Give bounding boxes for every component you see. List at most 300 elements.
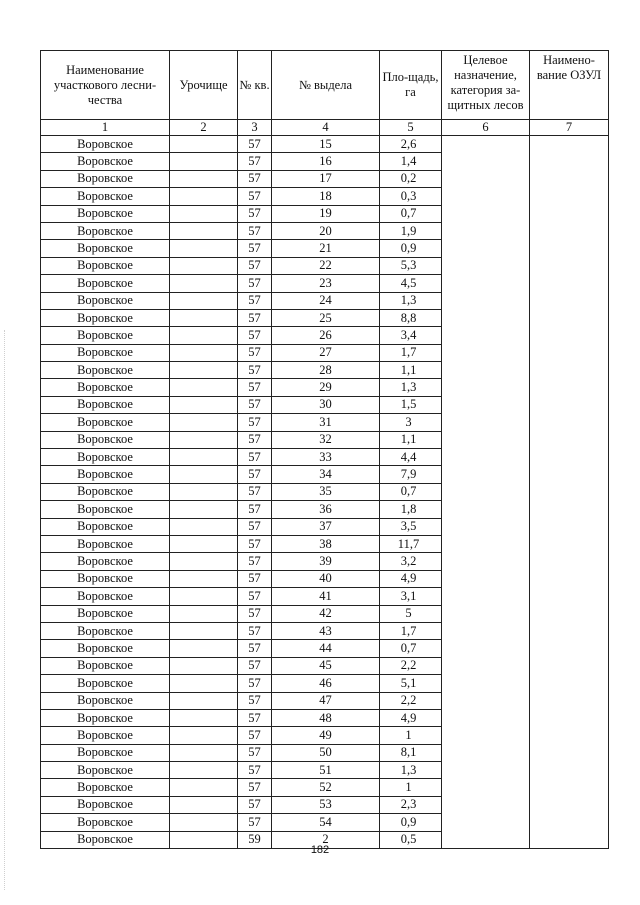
cell-district: Воровское [41,431,170,448]
cell-purpose [442,744,530,761]
cell-allotment: 23 [272,275,380,292]
cell-ozul [530,657,609,674]
cell-area: 5,1 [380,675,442,692]
cell-district: Воровское [41,483,170,500]
cell-purpose [442,188,530,205]
table-row [41,727,609,744]
cell-quarter: 57 [238,327,272,344]
cell-quarter: 57 [238,553,272,570]
cell-allotment: 25 [272,309,380,326]
cell-area: 0,7 [380,640,442,657]
cell-purpose [442,205,530,222]
cell-allotment: 37 [272,518,380,535]
cell-ozul [530,136,609,153]
cell-ozul [530,431,609,448]
cell-quarter: 57 [238,222,272,239]
cell-district: Воровское [41,449,170,466]
cell-tract [170,292,238,309]
cell-quarter: 57 [238,744,272,761]
cell-purpose [442,136,530,153]
table-row [41,466,609,483]
cell-quarter: 57 [238,449,272,466]
cell-allotment: 44 [272,640,380,657]
cell-tract [170,605,238,622]
table-row [41,709,609,726]
cell-district: Воровское [41,379,170,396]
cell-tract [170,709,238,726]
cell-tract [170,240,238,257]
cell-area: 1,3 [380,292,442,309]
cell-ozul [530,188,609,205]
cell-purpose [442,431,530,448]
cell-ozul [530,622,609,639]
cell-purpose [442,327,530,344]
column-number: 2 [170,120,238,136]
cell-district: Воровское [41,605,170,622]
cell-district: Воровское [41,309,170,326]
cell-tract [170,431,238,448]
cell-district: Воровское [41,292,170,309]
cell-tract [170,275,238,292]
cell-district: Воровское [41,831,170,848]
table-row [41,275,609,292]
table-row [41,692,609,709]
cell-area: 1,7 [380,344,442,361]
cell-allotment: 29 [272,379,380,396]
cell-ozul [530,170,609,187]
cell-purpose [442,240,530,257]
cell-ozul [530,344,609,361]
cell-area: 2,2 [380,657,442,674]
cell-area: 5 [380,605,442,622]
cell-area: 1,1 [380,362,442,379]
header-quarter: № кв. [238,51,272,120]
cell-area: 2,2 [380,692,442,709]
cell-area: 0,5 [380,831,442,848]
cell-allotment: 47 [272,692,380,709]
table-row [41,622,609,639]
cell-purpose [442,379,530,396]
table-row [41,640,609,657]
table-row [41,240,609,257]
cell-area: 0,9 [380,240,442,257]
cell-tract [170,466,238,483]
scan-artifact [4,330,8,890]
cell-area: 11,7 [380,535,442,552]
cell-purpose [442,762,530,779]
cell-allotment: 30 [272,396,380,413]
cell-allotment: 39 [272,553,380,570]
header-purpose: Целевое назначение, категория за-щитных лесов [442,51,530,120]
cell-ozul [530,275,609,292]
cell-purpose [442,605,530,622]
cell-purpose [442,275,530,292]
cell-allotment: 43 [272,622,380,639]
table-row [41,170,609,187]
cell-purpose [442,292,530,309]
header-district: Наименование участкового лесни-чества [41,51,170,120]
header-area: Пло-щадь, га [380,51,442,120]
cell-tract [170,205,238,222]
column-number: 4 [272,120,380,136]
cell-quarter: 57 [238,692,272,709]
cell-ozul [530,727,609,744]
cell-district: Воровское [41,170,170,187]
cell-purpose [442,535,530,552]
table-row [41,309,609,326]
cell-allotment: 21 [272,240,380,257]
cell-tract [170,170,238,187]
cell-allotment: 19 [272,205,380,222]
cell-allotment: 15 [272,136,380,153]
cell-district: Воровское [41,240,170,257]
cell-district: Воровское [41,501,170,518]
cell-purpose [442,449,530,466]
table-row [41,344,609,361]
cell-district: Воровское [41,779,170,796]
cell-purpose [442,396,530,413]
cell-quarter: 57 [238,727,272,744]
cell-tract [170,570,238,587]
cell-tract [170,779,238,796]
cell-allotment: 33 [272,449,380,466]
table-row [41,431,609,448]
cell-area: 0,7 [380,483,442,500]
cell-quarter: 57 [238,344,272,361]
cell-allotment: 41 [272,588,380,605]
cell-quarter: 57 [238,205,272,222]
column-number: 5 [380,120,442,136]
cell-purpose [442,170,530,187]
cell-allotment: 45 [272,657,380,674]
cell-ozul [530,292,609,309]
cell-quarter: 57 [238,675,272,692]
table-row [41,379,609,396]
cell-purpose [442,570,530,587]
cell-ozul [530,553,609,570]
cell-allotment: 34 [272,466,380,483]
table-row [41,518,609,535]
cell-quarter: 57 [238,309,272,326]
cell-district: Воровское [41,222,170,239]
cell-district: Воровское [41,275,170,292]
table-row [41,588,609,605]
cell-quarter: 57 [238,362,272,379]
table-row [41,814,609,831]
cell-ozul [530,466,609,483]
cell-district: Воровское [41,535,170,552]
cell-purpose [442,483,530,500]
cell-allotment: 31 [272,414,380,431]
cell-tract [170,744,238,761]
cell-district: Воровское [41,622,170,639]
cell-quarter: 57 [238,396,272,413]
cell-ozul [530,449,609,466]
table-row [41,779,609,796]
cell-tract [170,796,238,813]
cell-district: Воровское [41,327,170,344]
cell-area: 2,6 [380,136,442,153]
cell-area: 1 [380,779,442,796]
cell-area: 3,5 [380,518,442,535]
forest-allotments-table [40,50,609,849]
table-row [41,327,609,344]
cell-tract [170,136,238,153]
cell-district: Воровское [41,727,170,744]
cell-tract [170,362,238,379]
cell-tract [170,188,238,205]
cell-ozul [530,535,609,552]
cell-ozul [530,570,609,587]
cell-tract [170,309,238,326]
table-row [41,136,609,153]
cell-allotment: 20 [272,222,380,239]
cell-ozul [530,518,609,535]
cell-ozul [530,588,609,605]
table-row [41,205,609,222]
cell-ozul [530,205,609,222]
table-row [41,257,609,274]
table-row [41,483,609,500]
cell-purpose [442,309,530,326]
cell-area: 1 [380,727,442,744]
cell-tract [170,379,238,396]
cell-purpose [442,779,530,796]
cell-district: Воровское [41,188,170,205]
cell-area: 4,9 [380,570,442,587]
cell-quarter: 57 [238,796,272,813]
cell-tract [170,692,238,709]
cell-quarter: 59 [238,831,272,848]
cell-district: Воровское [41,692,170,709]
column-number: 6 [442,120,530,136]
table-body [41,136,609,849]
cell-ozul [530,309,609,326]
cell-ozul [530,744,609,761]
cell-ozul [530,779,609,796]
cell-quarter: 57 [238,518,272,535]
cell-purpose [442,796,530,813]
cell-ozul [530,257,609,274]
cell-purpose [442,640,530,657]
cell-tract [170,449,238,466]
cell-allotment: 35 [272,483,380,500]
cell-district: Воровское [41,396,170,413]
cell-tract [170,762,238,779]
cell-ozul [530,501,609,518]
cell-allotment: 22 [272,257,380,274]
table-row [41,657,609,674]
cell-district: Воровское [41,675,170,692]
cell-ozul [530,222,609,239]
cell-ozul [530,362,609,379]
table-row [41,222,609,239]
cell-quarter: 57 [238,136,272,153]
cell-tract [170,657,238,674]
cell-tract [170,153,238,170]
cell-quarter: 57 [238,153,272,170]
cell-allotment: 46 [272,675,380,692]
cell-area: 1,3 [380,379,442,396]
cell-area: 1,1 [380,431,442,448]
cell-allotment: 26 [272,327,380,344]
cell-area: 1,5 [380,396,442,413]
cell-district: Воровское [41,588,170,605]
cell-allotment: 2 [272,831,380,848]
header-allotment: № выдела [272,51,380,120]
table-row [41,675,609,692]
table-row [41,188,609,205]
cell-ozul [530,675,609,692]
cell-allotment: 16 [272,153,380,170]
cell-quarter: 57 [238,292,272,309]
cell-purpose [442,466,530,483]
column-number: 7 [530,120,609,136]
cell-quarter: 57 [238,431,272,448]
cell-quarter: 57 [238,588,272,605]
cell-district: Воровское [41,796,170,813]
table-row [41,796,609,813]
cell-ozul [530,814,609,831]
cell-allotment: 50 [272,744,380,761]
cell-area: 5,3 [380,257,442,274]
cell-allotment: 36 [272,501,380,518]
cell-district: Воровское [41,640,170,657]
cell-area: 8,8 [380,309,442,326]
cell-allotment: 54 [272,814,380,831]
cell-purpose [442,709,530,726]
cell-quarter: 57 [238,814,272,831]
header-tract: Урочище [170,51,238,120]
column-number: 3 [238,120,272,136]
cell-quarter: 57 [238,535,272,552]
cell-allotment: 40 [272,570,380,587]
cell-tract [170,640,238,657]
table-row [41,605,609,622]
cell-ozul [530,796,609,813]
cell-district: Воровское [41,205,170,222]
cell-tract [170,588,238,605]
cell-quarter: 57 [238,657,272,674]
cell-purpose [442,518,530,535]
cell-tract [170,396,238,413]
cell-ozul [530,396,609,413]
cell-allotment: 42 [272,605,380,622]
page-number: 182 [310,844,330,856]
cell-quarter: 57 [238,483,272,500]
table-row [41,449,609,466]
cell-area: 1,9 [380,222,442,239]
cell-tract [170,518,238,535]
cell-quarter: 57 [238,170,272,187]
cell-ozul [530,605,609,622]
cell-ozul [530,240,609,257]
cell-area: 3,1 [380,588,442,605]
cell-allotment: 18 [272,188,380,205]
cell-area: 1,7 [380,622,442,639]
cell-purpose [442,362,530,379]
cell-purpose [442,344,530,361]
cell-tract [170,553,238,570]
table-row [41,553,609,570]
cell-quarter: 57 [238,762,272,779]
cell-area: 1,4 [380,153,442,170]
cell-district: Воровское [41,257,170,274]
cell-ozul [530,692,609,709]
cell-purpose [442,501,530,518]
cell-purpose [442,153,530,170]
cell-purpose [442,257,530,274]
cell-tract [170,483,238,500]
cell-district: Воровское [41,553,170,570]
cell-quarter: 57 [238,240,272,257]
cell-district: Воровское [41,518,170,535]
cell-ozul [530,414,609,431]
cell-district: Воровское [41,153,170,170]
cell-allotment: 17 [272,170,380,187]
cell-district: Воровское [41,762,170,779]
cell-area: 4,4 [380,449,442,466]
cell-purpose [442,222,530,239]
table-row [41,535,609,552]
table-row [41,414,609,431]
cell-area: 3,2 [380,553,442,570]
cell-area: 1,3 [380,762,442,779]
cell-ozul [530,640,609,657]
cell-purpose [442,675,530,692]
cell-area: 0,3 [380,188,442,205]
cell-ozul [530,153,609,170]
column-number-row [41,120,609,136]
cell-area: 7,9 [380,466,442,483]
cell-purpose [442,692,530,709]
cell-tract [170,727,238,744]
cell-district: Воровское [41,744,170,761]
table-row [41,501,609,518]
cell-quarter: 57 [238,570,272,587]
cell-allotment: 27 [272,344,380,361]
cell-quarter: 57 [238,414,272,431]
cell-quarter: 57 [238,501,272,518]
cell-district: Воровское [41,709,170,726]
cell-allotment: 48 [272,709,380,726]
cell-quarter: 57 [238,257,272,274]
cell-quarter: 57 [238,622,272,639]
cell-area: 0,2 [380,170,442,187]
cell-allotment: 24 [272,292,380,309]
cell-quarter: 57 [238,188,272,205]
cell-quarter: 57 [238,779,272,796]
cell-district: Воровское [41,344,170,361]
cell-purpose [442,727,530,744]
cell-area: 1,8 [380,501,442,518]
table-row [41,570,609,587]
cell-allotment: 53 [272,796,380,813]
cell-quarter: 57 [238,466,272,483]
cell-allotment: 28 [272,362,380,379]
cell-ozul [530,709,609,726]
cell-allotment: 51 [272,762,380,779]
cell-quarter: 57 [238,709,272,726]
cell-purpose [442,588,530,605]
cell-ozul [530,483,609,500]
cell-allotment: 52 [272,779,380,796]
cell-tract [170,622,238,639]
table-row [41,292,609,309]
table-row [41,153,609,170]
cell-purpose [442,622,530,639]
cell-quarter: 57 [238,640,272,657]
